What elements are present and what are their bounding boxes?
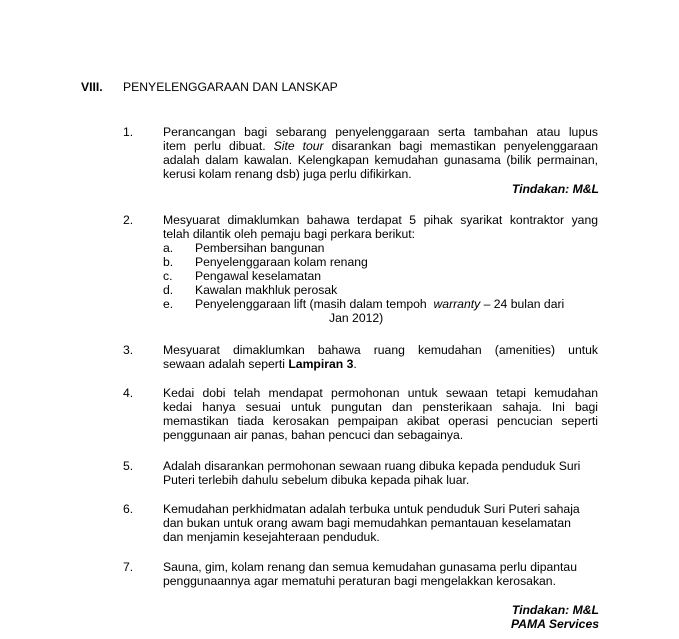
item-1-line-2: item perlu dibuat. Site tour disarankan bagi memastikan penyelenggaraan	[163, 139, 599, 153]
item-7-number: 7.	[123, 560, 134, 574]
subitem-e-letter: e.	[163, 297, 174, 311]
item-5-number: 5.	[123, 459, 134, 473]
item-4-number: 4.	[123, 386, 134, 400]
item-3-line-2: sewaan adalah seperti Lampiran 3.	[163, 357, 357, 371]
subitem-a-text: Pembersihan bangunan	[195, 241, 325, 255]
final-action-line-1: Tindakan: M&L	[511, 603, 599, 617]
subitem-b-text: Penyelenggaraan kolam renang	[195, 255, 368, 269]
subitem-e-line-2: Jan 2012)	[329, 311, 384, 325]
item-1-line-1: Perancangan bagi sebarang penyelenggaraan serta tambahan atau lupus	[163, 125, 598, 139]
item-7-line-2: penggunaannya agar mematuhi peraturan bagi mengelakkan kerosakan.	[163, 574, 556, 588]
item-2-number: 2.	[123, 213, 134, 227]
subitem-d-letter: d.	[163, 283, 174, 297]
item-1-action: Tindakan: M&L	[511, 182, 599, 196]
item-6-number: 6.	[123, 502, 134, 516]
item-4-line-4: penggunaan air panas, bahan pencuci dan sebagainya.	[163, 428, 464, 442]
item-2-line-2: telah dilantik oleh pemaju bagi perkara berikut:	[163, 227, 416, 241]
final-action-line-2: PAMA Services	[510, 617, 599, 631]
item-4-line-2: kedai hanya sesuai untuk pungutan dan pensterikaan sahaja. Ini bagi	[163, 400, 598, 414]
subitem-c-text: Pengawal keselamatan	[195, 269, 322, 283]
subitem-a-letter: a.	[163, 241, 174, 255]
item-1-number: 1.	[123, 125, 134, 139]
subitem-b-letter: b.	[163, 255, 174, 269]
item-5-line-1: Adalah disarankan permohonan sewaan ruang dibuka kepada penduduk Suri	[163, 459, 581, 473]
subitem-c-letter: c.	[163, 269, 173, 283]
subitem-d-text: Kawalan makhluk perosak	[195, 283, 338, 297]
item-1-line-4: kerusi kolam renang dsb) juga perlu difikirkan.	[163, 167, 412, 181]
item-4-line-3: memastikan tiada kerosakan pempaipan akibat operasi pencucian seperti	[163, 414, 598, 428]
item-5-line-2: Puteri terlebih dahulu sebelum dibuka kepada pihak luar.	[163, 473, 470, 487]
item-3-line-1: Mesyuarat dimaklumkan bahawa ruang kemudahan (amenities) untuk	[163, 343, 598, 357]
item-6-line-3: dan menjamin kesejahteraan penduduk.	[163, 530, 380, 544]
subitem-e-text: Penyelenggaraan lift (masih dalam tempoh warranty – 24 bulan dari	[195, 297, 565, 311]
item-2-line-1: Mesyuarat dimaklumkan bahawa terdapat 5 pihak syarikat kontraktor yang	[163, 213, 598, 227]
item-3-number: 3.	[123, 343, 134, 357]
section-title: PENYELENGGARAAN DAN LANSKAP	[123, 80, 338, 94]
item-6-line-2: dan bukan untuk orang awam bagi memudahkan pemantauan keselamatan	[163, 516, 571, 530]
item-1-line-3: adalah dalam kawalan. Kelengkapan kemudahan gunasama (bilik permainan,	[163, 153, 598, 167]
item-7-line-1: Sauna, gim, kolam renang dan semua kemudahan gunasama perlu dipantau	[163, 560, 577, 574]
item-6-line-1: Kemudahan perkhidmatan adalah terbuka untuk penduduk Suri Puteri sahaja	[163, 502, 580, 516]
item-4-line-1: Kedai dobi telah mendapat permohonan untuk sewaan tetapi kemudahan	[163, 386, 598, 400]
section-number: VIII.	[81, 80, 103, 94]
